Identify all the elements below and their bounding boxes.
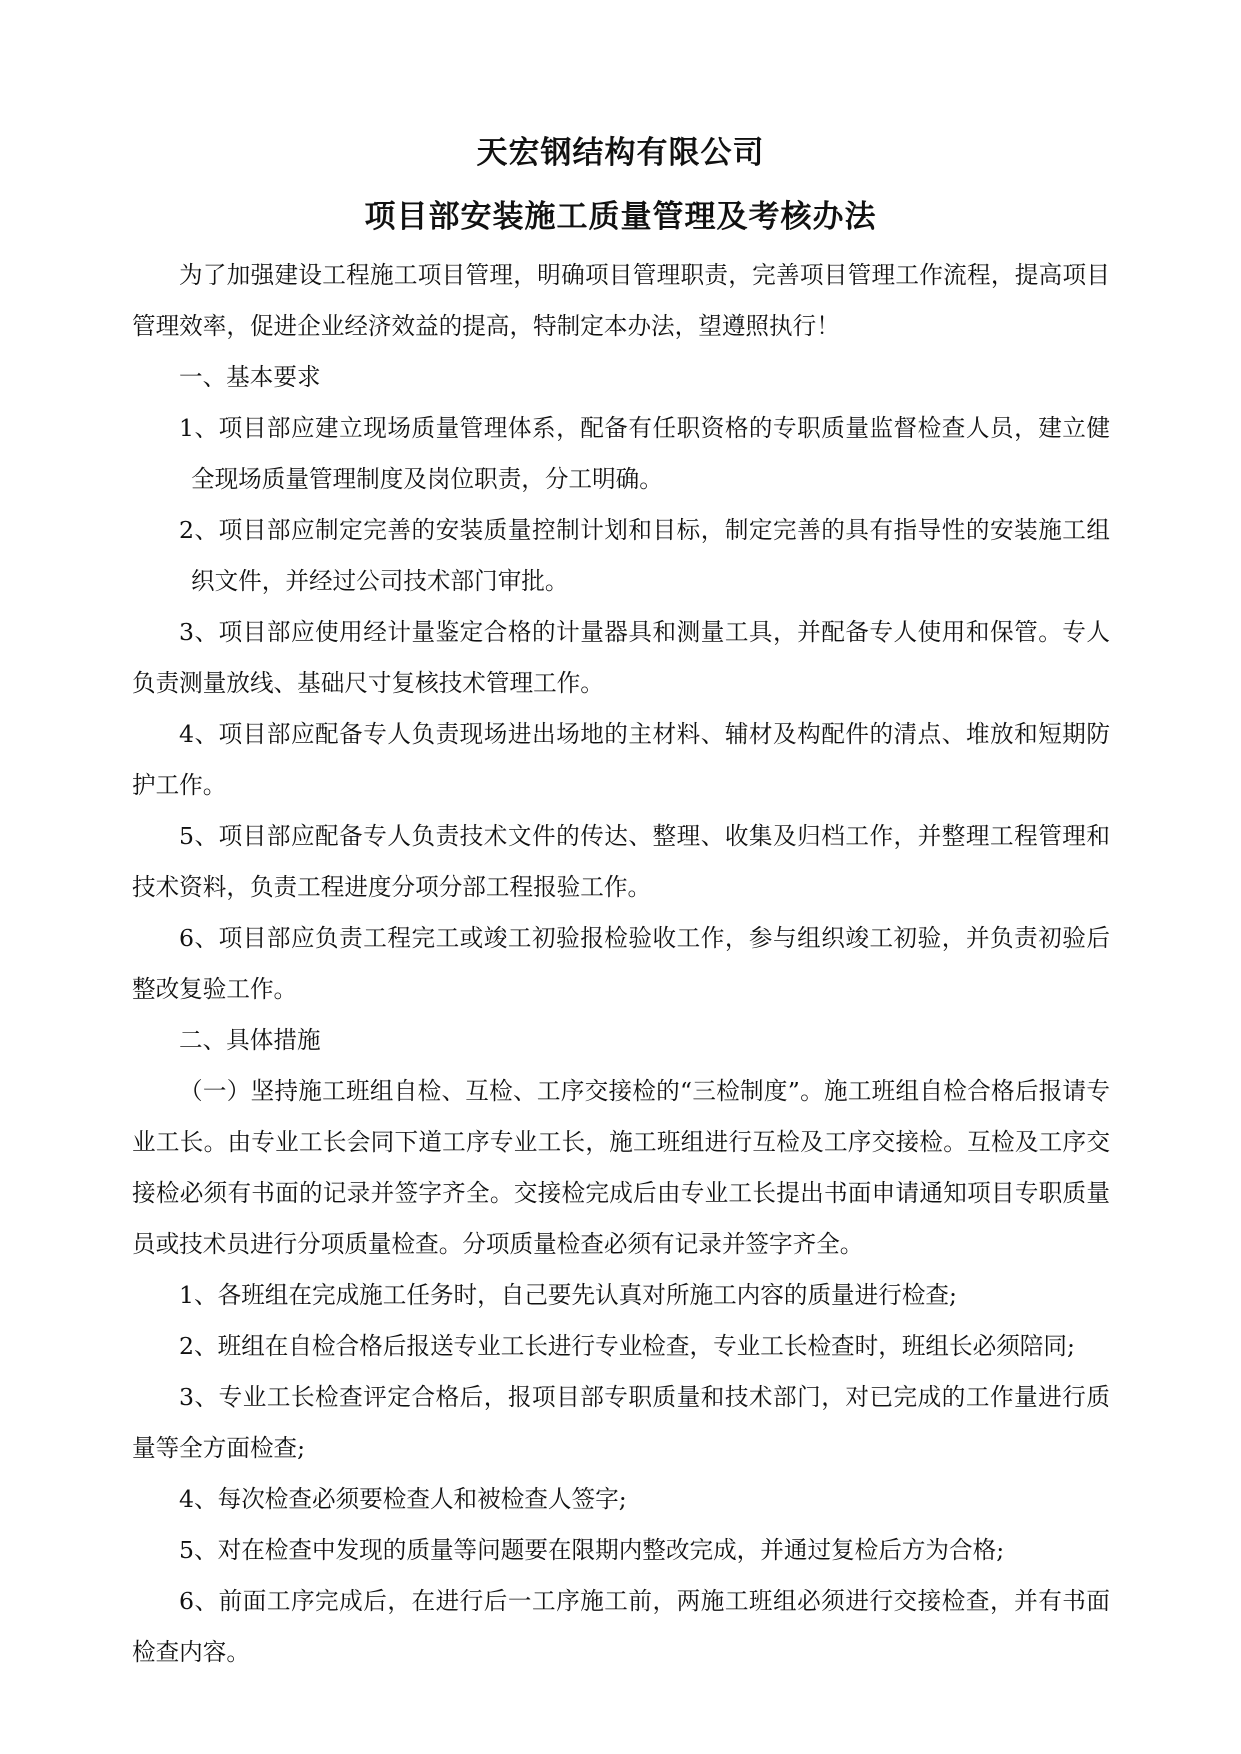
requirement-item: 3、项目部应使用经计量鉴定合格的计量器具和测量工具，并配备专人使用和保管。专人负责测量放线、基础尺寸复核技术管理工作。 bbox=[132, 618, 1110, 697]
measure-item: 2、班组在自检合格后报送专业工长进行专业检查，专业工长检查时，班组长必须陪同; bbox=[179, 1332, 1075, 1360]
requirement-item: 4、项目部应配备专人负责现场进出场地的主材料、辅材及构配件的清点、堆放和短期防护工作。 bbox=[132, 720, 1110, 799]
measure-subsection-paragraph: （一）坚持施工班组自检、互检、工序交接检的“三检制度”。施工班组自检合格后报请专业工长。由专业工长会同下道工序专业工长，施工班组进行互检及工序交接检。互检及工序交接检必须有书面的记录并签字齐全。交接检完成后由专业工长提出书面申请通知项目专职质量员或技术员进行分项质量检查。分项质量检查必须有记录并签字齐全。 bbox=[132, 1077, 1110, 1258]
requirement-item: 1、项目部应建立现场质量管理体系，配备有任职资格的专职质量监督检查人员，建立健全现场质量管理制度及岗位职责，分工明确。 bbox=[179, 414, 1110, 493]
measure-item: 5、对在检查中发现的质量等问题要在限期内整改完成，并通过复检后方为合格; bbox=[179, 1536, 1005, 1564]
section-heading-specific-measures: 二、具体措施 bbox=[179, 1026, 321, 1054]
measure-item: 4、每次检查必须要检查人和被检查人签字; bbox=[179, 1485, 627, 1513]
company-title: 天宏钢结构有限公司 bbox=[476, 135, 765, 171]
section-heading-basic-requirements: 一、基本要求 bbox=[179, 363, 321, 391]
requirement-item: 5、项目部应配备专人负责技术文件的传达、整理、收集及归档工作，并整理工程管理和技术资料，负责工程进度分项分部工程报验工作。 bbox=[132, 822, 1110, 901]
measure-item: 3、专业工长检查评定合格后，报项目部专职质量和技术部门，对已完成的工作量进行质量等全方面检查; bbox=[132, 1383, 1110, 1462]
measure-item: 6、前面工序完成后，在进行后一工序施工前，两施工班组必须进行交接检查，并有书面检查内容。 bbox=[132, 1587, 1110, 1666]
document-body bbox=[132, 250, 1110, 1678]
intro-paragraph: 为了加强建设工程施工项目管理，明确项目管理职责，完善项目管理工作流程，提高项目管理效率，促进企业经济效益的提高，特制定本办法，望遵照执行！ bbox=[132, 261, 1110, 340]
measure-item: 1、各班组在完成施工任务时，自己要先认真对所施工内容的质量进行检查; bbox=[179, 1281, 957, 1309]
requirement-item: 6、项目部应负责工程完工或竣工初验报检验收工作，参与组织竣工初验，并负责初验后整改复验工作。 bbox=[132, 924, 1110, 1003]
requirement-item: 2、项目部应制定完善的安装质量控制计划和目标，制定完善的具有指导性的安装施工组织文件，并经过公司技术部门审批。 bbox=[179, 516, 1110, 595]
document-title: 项目部安装施工质量管理及考核办法 bbox=[364, 199, 877, 235]
